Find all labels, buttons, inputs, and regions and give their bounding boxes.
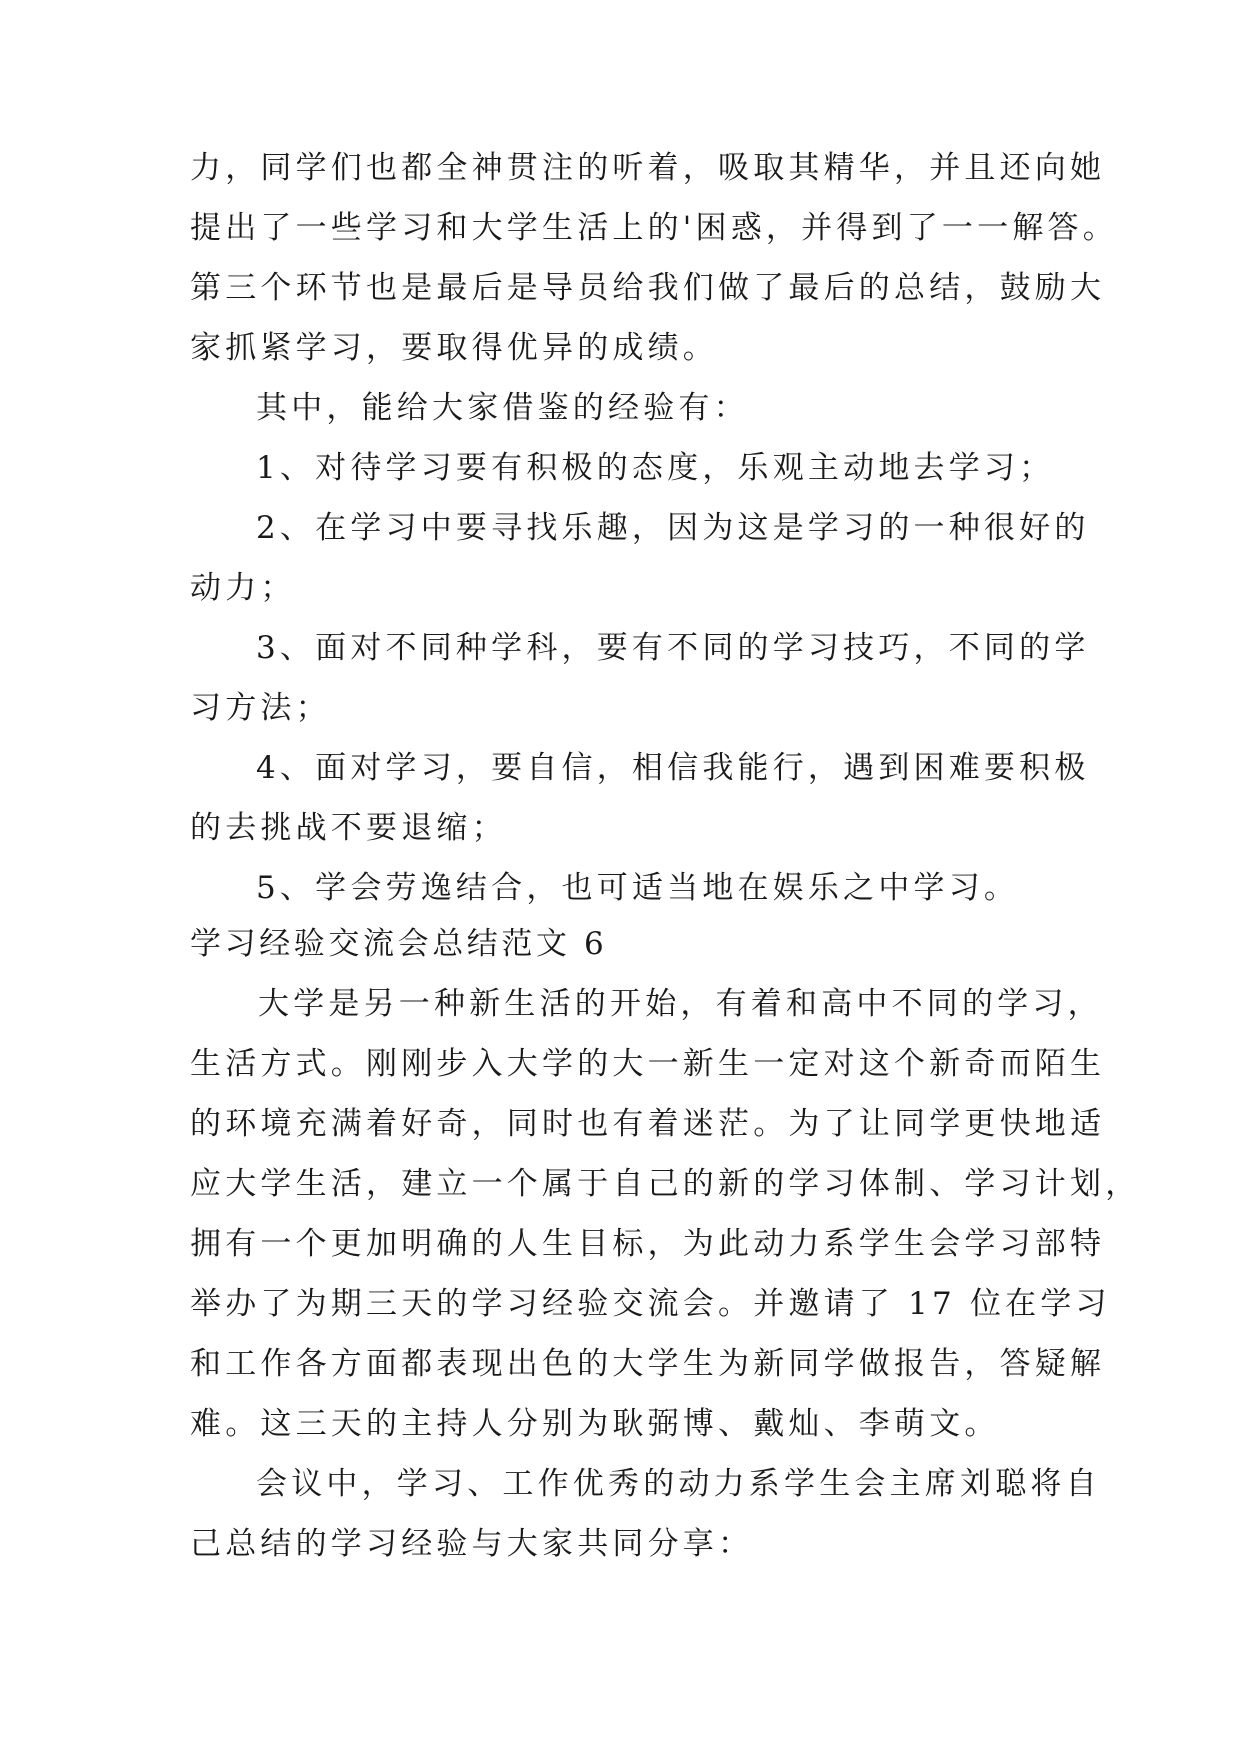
- list-item: 3、面对不同种学科，要有不同的学习技巧，不同的学: [256, 630, 1090, 666]
- text-line: 提出了一些学习和大学生活上的'困惑，并得到了一一解答。: [190, 210, 1118, 246]
- text-line: 力，同学们也都全神贯注的听着，吸取其精华，并且还向她: [190, 150, 1106, 186]
- text-line: 的环境充满着好奇，同时也有着迷茫。为了让同学更快地适: [190, 1106, 1106, 1142]
- text-line: 第三个环节也是最后是导员给我们做了最后的总结，鼓励大: [190, 270, 1106, 306]
- list-item: 2、在学习中要寻找乐趣，因为这是学习的一种很好的: [256, 510, 1090, 546]
- text-line: 和工作各方面都表现出色的大学生为新同学做报告，答疑解: [190, 1346, 1106, 1382]
- text-line: 难。这三天的主持人分别为耿弼博、戴灿、李萌文。: [190, 1406, 1000, 1442]
- list-item: 1、对待学习要有积极的态度，乐观主动地去学习；: [256, 450, 1055, 486]
- text-line: 生活方式。刚刚步入大学的大一新生一定对这个新奇而陌生: [190, 1046, 1106, 1082]
- text-line: 其中，能给大家借鉴的经验有：: [256, 390, 749, 426]
- text-line: 家抓紧学习，要取得优异的成绩。: [190, 330, 718, 366]
- text-line: 应大学生活，建立一个属于自己的新的学习体制、学习计划，: [190, 1166, 1141, 1202]
- section-heading: 学习经验交流会总结范文 6: [190, 926, 608, 962]
- text-line: 动力；: [190, 570, 296, 606]
- list-item: 5、学会劳逸结合，也可适当地在娱乐之中学习。: [256, 870, 1020, 906]
- text-line: 举办了为期三天的学习经验交流会。并邀请了 17 位在学习: [190, 1286, 1111, 1322]
- text-line: 的去挑战不要退缩；: [190, 810, 507, 846]
- text-line: 大学是另一种新生活的开始，有着和高中不同的学习，: [258, 986, 1103, 1022]
- text-line: 会议中，学习、工作优秀的动力系学生会主席刘聪将自: [256, 1466, 1101, 1502]
- text-line: 习方法；: [190, 690, 331, 726]
- text-line: 己总结的学习经验与大家共同分享：: [190, 1526, 754, 1562]
- list-item: 4、面对学习，要自信，相信我能行，遇到困难要积极: [256, 750, 1090, 786]
- text-line: 拥有一个更加明确的人生目标，为此动力系学生会学习部特: [190, 1226, 1106, 1262]
